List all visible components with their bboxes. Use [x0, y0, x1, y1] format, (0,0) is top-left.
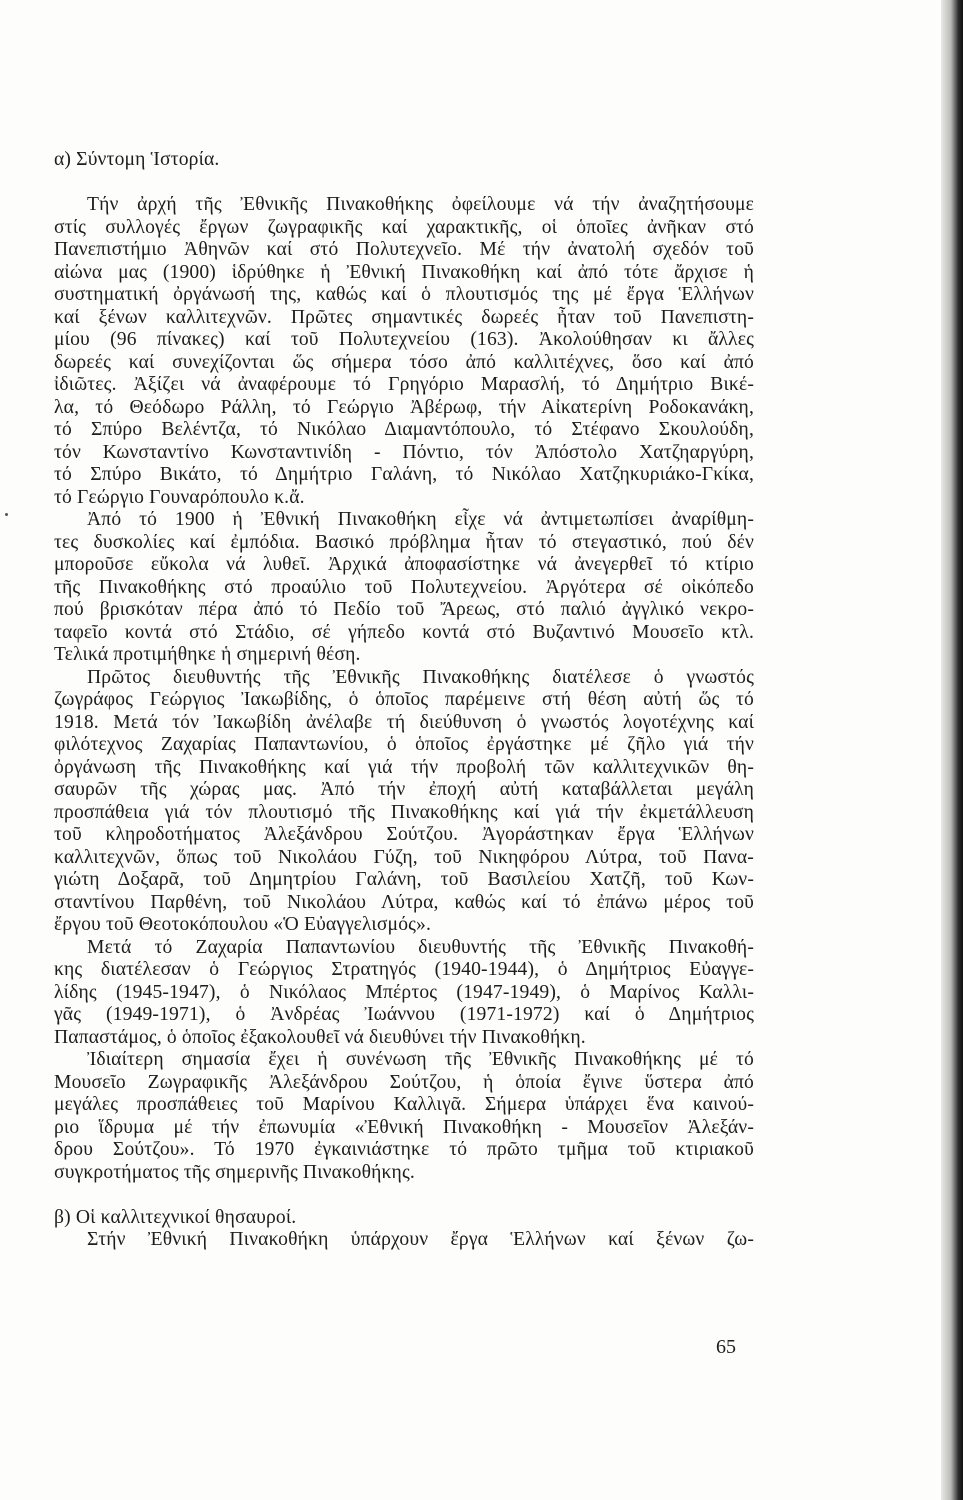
- text-line: ἰδιῶτες. Ἀξίζει νά ἀναφέρουμε τό Γρηγόριο Μαρασλή, τό Δημήτριο Βικέ-: [54, 374, 754, 395]
- text-line: Ἰδιαίτερη σημασία ἔχει ἡ συνένωση τῆς Ἐθνικῆς Πινακοθήκης μέ τό: [87, 1049, 754, 1070]
- text-line: γᾶς (1949-1971), ὁ Ἀνδρέας Ἰωάννου (1971-1972) καί ὁ Δημήτριος: [54, 1004, 754, 1025]
- text-line: Μουσεῖο Ζωγραφικῆς Ἀλεξάνδρου Σούτζου, ἡ ὁποία ἔγινε ὕστερα ἀπό: [54, 1071, 754, 1093]
- text-line: στίς συλλογές ἔργων ζωγραφικῆς καί χαρακτικῆς, οἱ ὁποῖες ἀνῆκαν στό: [54, 216, 754, 238]
- section-b-heading: β) Οἱ καλλιτεχνικοί θησαυροί.: [54, 1206, 297, 1228]
- text-line: ταφεῖο κοντά στό Στάδιο, σέ γήπεδο κοντά στό Βυζαντινό Μουσεῖο κτλ.: [54, 621, 754, 643]
- spacer: [54, 1184, 754, 1207]
- text-line: ζωγράφος Γεώργιος Ἰακωβίδης, ὁ ὁποῖος παρέμεινε στή θέση αὐτή ὥς τό: [54, 689, 754, 710]
- text-line: τῆς Πινακοθήκης στό προαύλιο τοῦ Πολυτεχνείου. Ἀργότερα σέ οἰκόπεδο: [54, 576, 754, 598]
- text-line: τό Σπύρο Βελέντζα, τό Νικόλαο Διαμαντόπουλο, τό Στέφανο Σκουλούδη,: [54, 419, 754, 440]
- paragraph: [54, 194, 754, 509]
- text-line: τόν Κωνσταντίνο Κωνσταντινίδη - Πόντιο, τόν Ἀπόστολο Χατζηαργύρη,: [54, 441, 754, 463]
- text-line: συστηματική ὀργάνωσή της, καθώς καί ὁ πλουτισμός της μέ ἔργα Ἑλλήνων: [54, 284, 754, 305]
- text-line: Πρῶτος διευθυντής τῆς Ἐθνικῆς Πινακοθήκης διατέλεσε ὁ γνωστός: [87, 666, 754, 688]
- paragraphs-container: [54, 194, 754, 1184]
- text-line: πού βρισκόταν πέρα ἀπό τό Πεδίο τοῦ Ἄρεως, στό παλιό ἀγγλικό νεκρο-: [54, 599, 754, 620]
- text-line: κης διατέλεσαν ὁ Γεώργιος Στρατηγός (1940-1944), ὁ Δημήτριος Εὐαγγε-: [54, 959, 754, 980]
- text-line: συγκροτήματος τῆς σημερινῆς Πινακοθήκης.: [54, 1161, 415, 1183]
- text-line: μίου (96 πίνακες) καί τοῦ Πολυτεχνείου (163). Ἀκολούθησαν κι ἄλλες: [54, 329, 754, 350]
- text-line: Παπαστάμος, ὁ ὁποῖος ἐξακολουθεῖ νά διευθύνει τήν Πινακοθήκη.: [54, 1026, 586, 1048]
- text-line: μεγάλες προσπάθειες τοῦ Μαρίνου Καλλιγᾶ. Σήμερα ὑπάρχει ἕνα καινού-: [54, 1094, 754, 1115]
- text-line: Πανεπιστήμιο Ἀθηνῶν καί στό Πολυτεχνεῖο. Μέ τήν ἀνατολή σχεδόν τοῦ: [54, 239, 754, 260]
- text-line: σταντίνου Παρθένη, τοῦ Νικολάου Λύτρα, καθώς καί τό ἐπάνω μέρος τοῦ: [54, 891, 754, 913]
- text-line: ριο ἵδρυμα μέ τήν ἐπωνυμία «Ἐθνική Πινακοθήκη - Μουσεῖον Ἀλεξάν-: [54, 1116, 754, 1138]
- text-line: φιλότεχνος Ζαχαρίας Παπαντωνίου, ὁ ὁποῖος ἐργάστηκε μέ ζῆλο γιά τήν: [54, 734, 754, 755]
- paragraph: [54, 667, 754, 937]
- text-line: δωρεές καί συνεχίζονται ὥς σήμερα τόσο ἀπό καλλιτέχνες, ὅσο καί ἀπό: [54, 351, 754, 373]
- text-line: δρου Σούτζου». Τό 1970 ἐγκαινιάστηκε τό πρῶτο τμῆμα τοῦ κτιριακοῦ: [54, 1139, 754, 1160]
- text-line: τοῦ κληροδοτήματος Ἀλεξάνδρου Σούτζου. Ἀγοράστηκαν ἔργα Ἑλλήνων: [54, 824, 754, 845]
- text-line: ἔργου τοῦ Θεοτοκόπουλου «Ὁ Εὐαγγελισμός».: [54, 914, 432, 935]
- text-line: γιώτη Δοξαρᾶ, τοῦ Δημητρίου Γαλάνη, τοῦ Βασιλείου Χατζῆ, τοῦ Κων-: [54, 869, 754, 890]
- margin-speck: [5, 513, 8, 516]
- text-line: τό Σπύρο Βικάτο, τό Δημήτριο Γαλάνη, τό Νικόλαο Χατζηκυριάκο-Γκίκα,: [54, 464, 754, 485]
- paragraph: [54, 1049, 754, 1184]
- text-line: 1918. Μετά τόν Ἰακωβίδη ἀνέλαβε τή διεύθυνση ὁ γνωστός λογοτέχνης καί: [54, 711, 754, 733]
- text-line: λίδης (1945-1947), ὁ Νικόλαος Μπέρτος (1947-1949), ὁ Μαρίνος Καλλι-: [54, 981, 754, 1003]
- page-edge-shadow: [941, 0, 963, 1500]
- text-line: καί ξένων καλλιτεχνῶν. Πρῶτες σημαντικές δωρεές ἦταν τοῦ Πανεπιστη-: [54, 306, 754, 328]
- text-line: αἰώνα μας (1900) ἱδρύθηκε ἡ Ἐθνική Πινακοθήκη καί ἀπό τότε ἄρχισε ἡ: [54, 261, 754, 283]
- section-a-heading: α) Σύντομη Ἱστορία.: [54, 149, 220, 170]
- section-b-first-line: Στήν Ἐθνική Πινακοθήκη ὑπάρχουν ἔργα Ἑλλήνων καί ξένων ζω-: [87, 1229, 754, 1250]
- text-line: μποροῦσε εὔκολα νά λυθεῖ. Ἀρχικά ἀποφασίστηκε νά ἀνεγερθεῖ τό κτίριο: [54, 554, 754, 575]
- text-line: προσπάθεια γιά τόν πλουτισμό τῆς Πινακοθήκης καί γιά τήν ἐκμετάλλευση: [54, 801, 754, 823]
- text-line: Μετά τό Ζαχαρία Παπαντωνίου διευθυντής τῆς Ἐθνικῆς Πινακοθή-: [87, 936, 754, 958]
- text-line: τό Γεώργιο Γουναρόπουλο κ.ἄ.: [54, 486, 305, 508]
- spacer: [54, 172, 754, 195]
- paragraph: [54, 509, 754, 667]
- page-body: [54, 149, 754, 1252]
- text-line: ὀργάνωση τῆς Πινακοθήκης καί γιά τήν προβολή τῶν καλλιτεχνικῶν θη-: [54, 756, 754, 778]
- text-line: Τήν ἀρχή τῆς Ἐθνικῆς Πινακοθήκης ὀφείλουμε νά τήν ἀναζητήσουμε: [87, 194, 754, 215]
- paragraph: [54, 937, 754, 1050]
- text-line: σαυρῶν τῆς χώρας μας. Ἀπό τήν ἐποχή αὐτή καταβάλλεται μεγάλη: [54, 779, 754, 800]
- page-number: 65: [716, 1336, 736, 1358]
- text-line: καλλιτεχνῶν, ὅπως τοῦ Νικολάου Γύζη, τοῦ Νικηφόρου Λύτρα, τοῦ Πανα-: [54, 846, 754, 868]
- text-line: τες δυσκολίες καί ἐμπόδια. Βασικό πρόβλημα ἦταν τό στεγαστικό, πού δέν: [54, 531, 754, 553]
- text-line: λα, τό Θεόδωρο Ράλλη, τό Γεώργιο Ἀβέρωφ, τήν Αἰκατερίνη Ροδοκανάκη,: [54, 396, 754, 418]
- text-line: Ἀπό τό 1900 ἡ Ἐθνική Πινακοθήκη εἶχε νά ἀντιμετωπίσει ἀναρίθμη-: [87, 509, 754, 530]
- text-line: Τελικά προτιμήθηκε ἡ σημερινή θέση.: [54, 644, 361, 665]
